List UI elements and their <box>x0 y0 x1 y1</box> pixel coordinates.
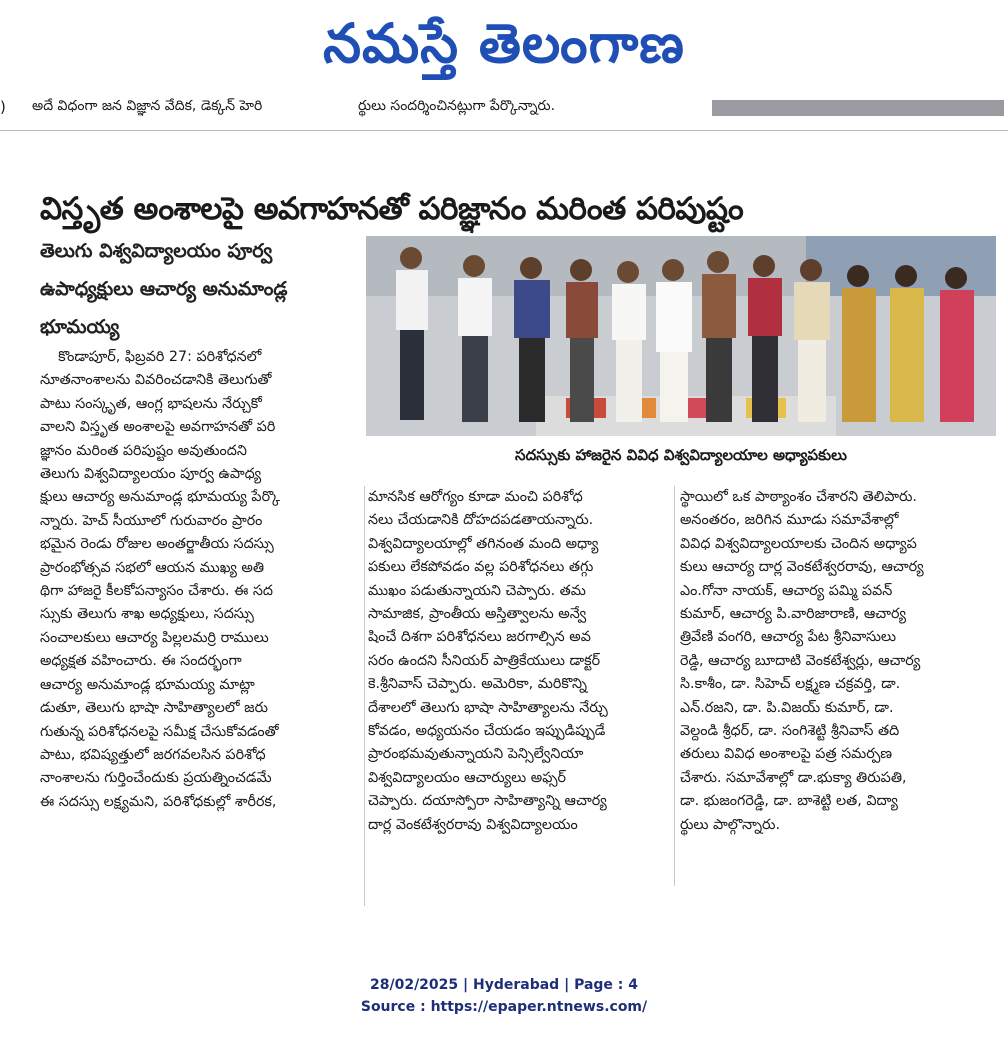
text-line: భమైన రెండు రోజుల అంతర్జాతీయ సదస్సు <box>40 536 274 553</box>
text-line: మానసిక ఆరోగ్యం కూడా మంచి పరిశోధ <box>368 489 583 505</box>
photo-caption: సదస్సుకు హాజరైన వివిధ విశ్వవిద్యాలయాల అధ్యాపకులు <box>515 446 847 464</box>
event-photo <box>366 236 996 436</box>
column-divider <box>364 486 365 906</box>
text-line: థిగా హాజరై కీలకోపన్యాసం చేశారు. ఈ సద <box>40 583 273 600</box>
text-line: ప్రారంభమవుతున్నాయని పెన్సిల్వేనియా <box>368 746 584 763</box>
text-line: తెలుగు విశ్వవిద్యాలయం పూర్వ ఉపాధ్య <box>40 466 262 483</box>
text-line: చెప్పారు. దయాస్పోరా సాహిత్యాన్ని ఆచార్య <box>368 793 607 810</box>
text-line: నాంశాలను గుర్తించేందుకు ప్రయత్నించడమే <box>40 770 272 787</box>
text-line: గుతున్న పరిశోధనలపై సమీక్ష చేసుకోవడంతో <box>40 723 279 740</box>
article-column-3 <box>680 486 998 837</box>
masthead <box>0 8 1008 78</box>
text-line: తరులు వివిధ అంశాలపై పత్ర సమర్పణ <box>680 746 893 763</box>
text-line: సరం ఉందని సీనియర్ పాత్రికేయులు డాక్టర్ <box>368 652 601 669</box>
text-line: డా. భుజంగరెడ్డి, డా. బాశెట్టి లత, విద్యా <box>680 793 898 810</box>
text-line: చేశారు. సమావేశాల్లో డా.భుక్యా తిరుపతి, <box>680 769 907 786</box>
strip-left-mark: ) <box>0 98 6 116</box>
text-line: విశ్వవిద్యాలయాల్లో తగినంత మంది అధ్యా <box>368 535 599 552</box>
text-line: పాటు సంస్కృత, ఆంగ్ల భాషలను నేర్చుకో <box>40 395 262 412</box>
group-photo-illustration <box>366 236 996 436</box>
footer-date-edition: 28/02/2025 | Hyderabad | Page : 4 <box>369 977 639 993</box>
text-line: దార్ల వెంకటేశ్వరరావు విశ్వవిద్యాలయం <box>368 816 578 833</box>
text-line: నూతనాంశాలను వివరించడానికి తెలుగుతో <box>40 372 272 389</box>
newspaper-title: నమస్తే తెలంగాణ <box>323 11 685 75</box>
text-line: కె.శ్రీనివాస్ చెప్పారు. అమెరికా, మరికొన్ని <box>368 676 587 693</box>
subhead-line: ఉపాధ్యక్షులు ఆచార్య అనుమాండ్ల <box>40 278 288 300</box>
strip-grey-bar <box>712 100 1004 116</box>
page-footer <box>0 974 1008 1018</box>
text-line: కోవడం, అధ్యయనం చేయడం ఇప్పుడిప్పుడే <box>368 723 606 740</box>
text-line: ఈ సదస్సు లక్ష్యమని, పరిశోధకుల్లో శారీరక, <box>40 793 277 810</box>
text-line: అనంతరం, జరిగిన మూడు సమావేశాల్లో <box>680 512 899 529</box>
text-line: కుమార్, ఆచార్య పి.వారిజారాణి, ఆచార్య <box>680 606 907 623</box>
top-strip <box>0 92 1008 128</box>
text-line: వాలని విస్తృత అంశాలపై అవగాహనతో పరి <box>40 419 276 436</box>
text-line: వివిధ విశ్వవిద్యాలయాలకు చెందిన అధ్యాప <box>680 535 917 552</box>
text-line: సి.కాశీం, డా. సిహెచ్ లక్ష్మణ చక్రవర్తి, డా. <box>680 676 901 693</box>
column-divider <box>674 486 675 886</box>
text-line: ఆచార్య అనుమాండ్ల భూమయ్య మాట్లా <box>40 676 255 693</box>
subhead-line: భూమయ్య <box>40 316 120 338</box>
text-line: ముఖం పడుతున్నాయని చెప్పారు. తమ <box>368 582 586 599</box>
article-headline: విస్తృత అంశాలపై అవగాహనతో పరిజ్ఞానం మరింత పరిపుష్టం <box>40 190 744 227</box>
text-line: దేశాలలో తెలుగు భాషా సాహిత్యాలను నేర్చు <box>368 699 608 716</box>
text-line: డుతూ, తెలుగు భాషా సాహిత్యాలలో జరు <box>40 700 268 717</box>
divider-rule <box>0 130 1008 131</box>
subhead-line: తెలుగు విశ్వవిద్యాలయం పూర్వ <box>40 240 273 262</box>
article-column-2 <box>368 486 668 837</box>
text-line: స్థాయిలో ఒక పాఠ్యాంశం చేశారని తెలిపారు. <box>680 489 917 505</box>
text-line: ఎం.గోనా నాయక్, ఆచార్య పమ్మి పవన్ <box>680 582 893 599</box>
text-line: రెడ్డి, ఆచార్య బూదాటి వెంకటేశ్వర్లు, ఆచార్య <box>680 652 921 669</box>
text-line: స్సుకు తెలుగు శాఖ అధ్యక్షులు, సదస్సు <box>40 606 254 623</box>
footer-source-link[interactable]: Source : https://epaper.ntnews.com/ <box>360 999 648 1015</box>
text-line: కొండాపూర్, ఫిబ్రవరి 27: పరిశోధనలో <box>40 349 262 365</box>
text-line: కులు ఆచార్య దార్ల వెంకటేశ్వరరావు, ఆచార్య <box>680 559 924 576</box>
text-line: సామాజిక, ప్రాంతీయ అస్తిత్వాలను అన్వే <box>368 606 587 623</box>
article-column-1 <box>40 346 362 814</box>
text-line: న్నారు. హెచ్ సీయూలో గురువారం ప్రారం <box>40 512 263 529</box>
article-subhead <box>40 232 358 346</box>
strip-right-text: ర్థులు సందర్శించినట్లుగా పేర్కొన్నారు. <box>358 98 556 114</box>
text-line: సంచాలకులు ఆచార్య పిల్లలమర్రి రాములు <box>40 629 269 646</box>
text-line: పాటు, భవిష్యత్తులో జరగవలసిన పరిశోధ <box>40 746 266 763</box>
text-line: ర్థులు పాల్గొన్నారు. <box>680 816 781 833</box>
text-line: షించే దిశగా పరిశోధనలు జరగాల్సిన అవ <box>368 629 591 646</box>
text-line: ఎన్.రజని, డా. పి.విజయ్ కుమార్, డా. <box>680 699 894 716</box>
strip-left-text: అదే విధంగా జన విజ్ఞాన వేదిక, డెక్కన్ హెరి <box>32 98 263 114</box>
text-line: అధ్యక్షత వహించారు. ఈ సందర్భంగా <box>40 653 242 670</box>
text-line: వెల్దండి శ్రీధర్, డా. సంగిశెట్టి శ్రీనివాస్ తది <box>680 723 900 740</box>
text-line: పకులు లేకపోవడం వల్ల పరిశోధనలు తగ్గు <box>368 559 594 576</box>
text-line: క్షులు ఆచార్య అనుమాండ్ల భూమయ్య పేర్కొ <box>40 489 280 506</box>
text-line: నలు చేయడానికి దోహదపడతాయన్నారు. <box>368 512 594 529</box>
text-line: జ్ఞానం మరింత పరిపుష్టం అవుతుందని <box>40 442 247 459</box>
text-line: విశ్వవిద్యాలయం ఆచార్యులు అఫ్సర్ <box>368 769 567 786</box>
text-line: ప్రారంభోత్సవ సభలో ఆయన ముఖ్య అతి <box>40 559 265 576</box>
text-line: త్రివేణి వంగరి, ఆచార్య పేట శ్రీనివాసులు <box>680 629 897 646</box>
